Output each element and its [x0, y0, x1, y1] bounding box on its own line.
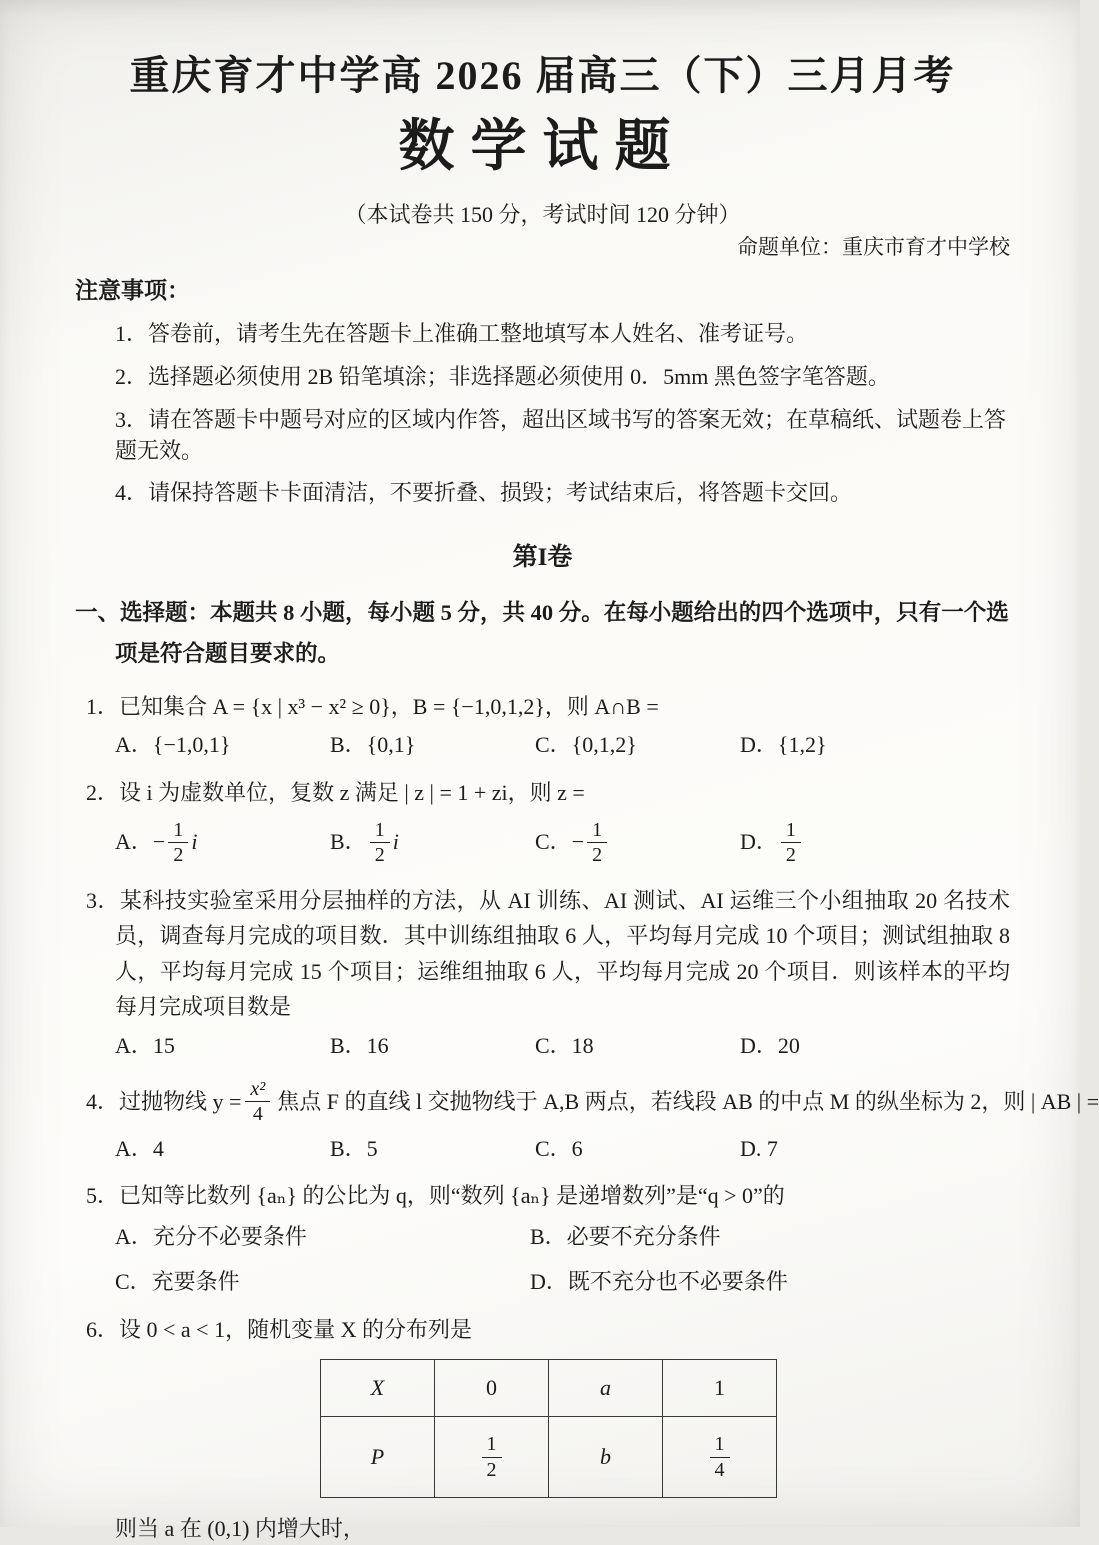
- section-intro: 一、选择题：本题共 8 小题，每小题 5 分，共 40 分。在每小题给出的四个选项中，只有一个选项是符合题目要求的。: [75, 599, 1009, 666]
- question-5-stem: 5．已知等比数列 {aₙ} 的公比为 q，则“数列 {aₙ} 是递增数列”是“q > 0”的: [86, 1183, 785, 1209]
- issuer-line: 命题单位：重庆市育才中学校: [737, 234, 1010, 259]
- question-3-option-d: D．20: [740, 1033, 800, 1059]
- fraction-numerator: 1: [710, 1433, 730, 1457]
- question-2-option-a: [115, 817, 330, 869]
- exam-subject-title: 数学试题: [398, 116, 687, 178]
- fraction-numerator: 1: [370, 819, 390, 843]
- imaginary-unit: i: [191, 829, 198, 855]
- question-2-option-b: [330, 817, 535, 869]
- fraction: [587, 819, 607, 867]
- question-1-stem: 1．已知集合 A = {x | x³ − x² ≥ 0}，B = {−1,0,1,2}，则 A∩B =: [86, 693, 659, 719]
- question-5-option-c: C．充要条件: [115, 1268, 240, 1294]
- table-cell-x0: 0: [435, 1360, 549, 1417]
- question-2-options: [75, 817, 1010, 869]
- question-1-option-b: B．{0,1}: [330, 732, 416, 758]
- question-4: [75, 1076, 1099, 1165]
- notice-item-3: 3．请在答题卡中题号对应的区域内作答，超出区域书写的答案无效；在草稿纸、试题卷上答题无效。: [115, 406, 1007, 463]
- table-cell-pb: b: [549, 1417, 663, 1498]
- table-cell-p-label: P: [321, 1417, 435, 1498]
- question-6: [75, 1312, 1010, 1545]
- question-3-stem: 3．某科技实验室采用分层抽样的方法，从 AI 训练、AI 测试、AI 运维三个小组抽取 20 名技术员，调查每月完成的项目数．其中训练组抽取 6 人，平均每月完成 10 个项目；测试组抽取 8 人，平均每月完成 15 个项目；运维组抽取 6 人，平均每月完成 20 个项目．则该样本的平均每月完成项目数是: [86, 887, 1010, 1020]
- question-4-option-a: A．4: [115, 1135, 164, 1161]
- fraction-denominator: 2: [486, 1458, 497, 1481]
- question-3: [75, 883, 1010, 1062]
- question-2-stem: 2．设 i 为虚数单位，复数 z 满足 | z | = 1 + zi，则 z =: [86, 780, 585, 806]
- question-3-option-c: C．18: [535, 1033, 594, 1059]
- question-4-options: [75, 1134, 1010, 1165]
- distribution-table: [320, 1359, 777, 1498]
- question-5-options: [75, 1222, 1010, 1298]
- option-label: B．: [330, 829, 367, 855]
- question-1: [75, 689, 1010, 761]
- fraction-denominator: 2: [592, 844, 603, 867]
- page-title: 重庆育才中学高 2026 届高三（下）三月月考: [129, 53, 956, 98]
- notice-item-4: 4．请保持答题卡卡面清洁，不要折叠、损毁；考试结束后，将答题卡交回。: [115, 480, 853, 506]
- stem-prefix: 4．过抛物线 y =: [86, 1088, 242, 1114]
- fraction-numerator: 1: [168, 819, 188, 843]
- question-3-option-a: A．15: [115, 1033, 175, 1059]
- minus-sign: −: [571, 829, 585, 855]
- option-label: D．: [740, 829, 778, 855]
- option-label: C．: [535, 829, 572, 855]
- fraction-numerator: 1: [587, 819, 607, 843]
- question-4-option-c: C．6: [535, 1135, 583, 1161]
- fraction: [781, 819, 801, 867]
- question-2-option-d: [740, 817, 1010, 869]
- fraction-numerator: 1: [482, 1433, 502, 1457]
- fraction: [370, 819, 390, 867]
- table-cell-x1: 1: [663, 1360, 777, 1417]
- minus-sign: −: [152, 829, 166, 855]
- volume-heading: 第I卷: [512, 544, 573, 572]
- fraction-numerator: 1: [781, 819, 801, 843]
- exam-info-line: （本试卷共 150 分，考试时间 120 分钟）: [344, 202, 741, 227]
- question-5-option-a: A．充分不必要条件: [115, 1224, 307, 1250]
- fraction-denominator: 4: [252, 1103, 263, 1126]
- question-2-option-c: [535, 817, 740, 869]
- fraction-denominator: 2: [785, 844, 796, 867]
- stem-suffix: 焦点 F 的直线 l 交抛物线于 A,B 两点，若线段 AB 的中点 M 的纵坐标为 2，则 | AB | =: [277, 1088, 1099, 1114]
- fraction-numerator: x²: [245, 1078, 270, 1102]
- question-1-option-c: C．{0,1,2}: [535, 732, 637, 758]
- table-cell-p0: [435, 1417, 549, 1498]
- table-row: [321, 1417, 777, 1498]
- question-1-option-d: D．{1,2}: [740, 732, 827, 758]
- question-4-stem: [75, 1076, 1099, 1128]
- fraction-denominator: 2: [173, 844, 184, 867]
- fraction: [710, 1433, 730, 1481]
- fraction: [245, 1078, 270, 1126]
- question-3-option-b: B．16: [330, 1033, 389, 1059]
- question-1-options: [75, 730, 1010, 761]
- option-label: A．: [115, 829, 153, 855]
- question-2: [75, 775, 1010, 868]
- question-5-option-d: D．既不充分也不必要条件: [530, 1268, 788, 1294]
- question-4-option-b: B．5: [330, 1135, 378, 1161]
- table-cell-x-label: X: [321, 1360, 435, 1417]
- imaginary-unit: i: [392, 829, 399, 855]
- question-6-stem: 6．设 0 < a < 1，随机变量 X 的分布列是: [86, 1316, 472, 1342]
- question-5: [75, 1178, 1010, 1297]
- table-row: [321, 1360, 777, 1417]
- fraction-denominator: 2: [374, 844, 385, 867]
- question-6-footer: 则当 a 在 (0,1) 内增大时，: [115, 1516, 365, 1542]
- fraction-denominator: 4: [714, 1458, 725, 1481]
- question-1-option-a: A．{−1,0,1}: [115, 732, 231, 758]
- table-cell-p1: [663, 1417, 777, 1498]
- question-5-option-b: B．必要不充分条件: [530, 1224, 721, 1250]
- table-cell-xa: a: [549, 1360, 663, 1417]
- notices-heading: 注意事项：: [75, 277, 190, 303]
- notice-item-2: 2．选择题必须使用 2B 铅笔填涂；非选择题必须使用 0．5mm 黑色签字笔答题。: [115, 363, 890, 389]
- fraction: [168, 819, 188, 867]
- question-3-options: [75, 1031, 1010, 1062]
- notice-item-1: 1．答卷前，请考生先在答题卡上准确工整地填写本人姓名、准考证号。: [115, 321, 809, 347]
- question-4-option-d: D. 7: [740, 1135, 778, 1161]
- fraction: [482, 1433, 502, 1481]
